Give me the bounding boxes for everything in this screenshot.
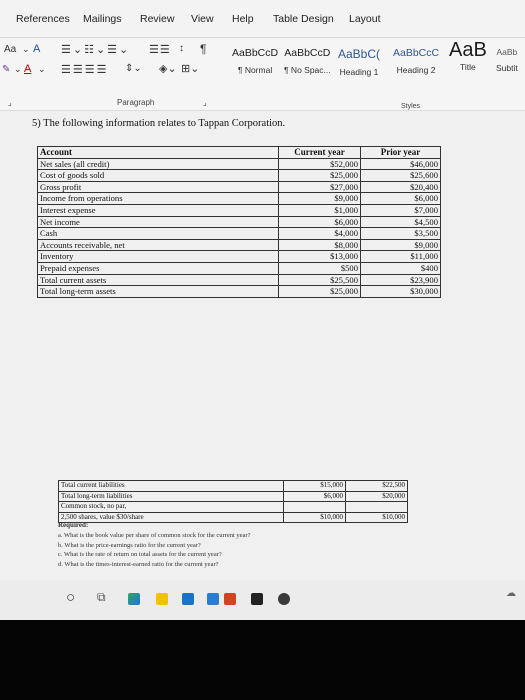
edge-icon[interactable] xyxy=(128,593,140,605)
table-row xyxy=(38,228,441,240)
account-cell: Cost of goods sold xyxy=(38,170,279,182)
chevron-down-icon[interactable]: ⌄ xyxy=(22,44,30,54)
styles-gallery xyxy=(228,39,525,93)
value-cell: $6,000 xyxy=(361,193,441,205)
value-cell: $9,000 xyxy=(279,193,361,205)
required-item-a: a. What is the book value per share of common stock for the current year? xyxy=(58,531,251,539)
table-row xyxy=(38,170,441,182)
weather-icon: ☁ xyxy=(506,588,516,599)
value-cell: $400 xyxy=(361,262,441,274)
style-title[interactable]: AaB Title xyxy=(449,39,487,72)
account-cell: Income from operations xyxy=(38,193,279,205)
tab-table-design[interactable]: Table Design xyxy=(273,13,334,25)
account-cell: Total current assets xyxy=(38,274,279,286)
value-cell: $25,500 xyxy=(279,274,361,286)
app-icon[interactable] xyxy=(278,593,290,605)
clear-formatting-icon[interactable]: A xyxy=(33,43,41,55)
column-header: Prior year xyxy=(361,147,441,159)
screen-bezel xyxy=(0,620,525,700)
table-row xyxy=(59,481,408,492)
value-cell: $25,000 xyxy=(279,170,361,182)
account-cell: Total long-term assets xyxy=(38,286,279,298)
required-item-b: b. What is the price-earnings ratio for the current year? xyxy=(58,541,201,549)
account-cell: Cash xyxy=(38,228,279,240)
tab-mailings[interactable]: Mailings xyxy=(83,13,122,25)
value-cell: $9,000 xyxy=(361,239,441,251)
styles-group-label: Styles xyxy=(401,103,421,110)
value-cell xyxy=(284,502,346,513)
value-cell: $3,500 xyxy=(361,228,441,240)
column-header: Account xyxy=(38,147,279,159)
style-no-spacing[interactable]: AaBbCcD ¶ No Spac... xyxy=(284,47,331,75)
value-cell: $15,000 xyxy=(284,481,346,492)
chevron-down-icon[interactable]: ⌄ xyxy=(38,64,46,74)
font-color-button[interactable]: A xyxy=(24,63,32,75)
tab-references[interactable]: References xyxy=(16,13,70,25)
dialog-launcher-icon[interactable]: ⌟ xyxy=(8,98,12,107)
table-body xyxy=(38,147,441,298)
table-row xyxy=(38,286,441,298)
table-row xyxy=(38,193,441,205)
value-cell: $10,000 xyxy=(284,512,346,523)
table-row xyxy=(38,262,441,274)
required-item-d: d. What is the times-interest-earned ratio for the current year? xyxy=(58,561,219,569)
style-normal[interactable]: AaBbCcD ¶ Normal xyxy=(232,47,279,75)
value-cell: $13,000 xyxy=(279,251,361,263)
folder-icon[interactable] xyxy=(156,593,168,605)
liabilities-table xyxy=(58,480,408,523)
value-cell: $27,000 xyxy=(279,181,361,193)
paragraph-group-label: Paragraph xyxy=(117,98,155,107)
value-cell: $11,000 xyxy=(361,251,441,263)
shading-icon[interactable]: ◈⌄ xyxy=(159,63,177,75)
ribbon-tab-bar xyxy=(0,0,525,38)
sort-icon[interactable]: ↕ xyxy=(179,43,184,54)
value-cell xyxy=(346,502,408,513)
required-heading: Required: xyxy=(58,521,89,529)
required-section xyxy=(58,521,250,570)
search-icon[interactable]: ○ xyxy=(66,589,76,606)
borders-icon[interactable]: ⊞⌄ xyxy=(181,63,200,75)
tab-review[interactable]: Review xyxy=(140,13,175,25)
question-text: 5) The following information relates to Tappan Corporation. xyxy=(32,118,286,129)
task-view-icon[interactable]: ⧉ xyxy=(97,590,106,604)
table-row xyxy=(38,239,441,251)
account-cell: Total long-term liabilities xyxy=(59,491,284,502)
value-cell: $20,000 xyxy=(346,491,408,502)
account-cell: Common stock, no par, xyxy=(59,502,284,513)
powerpoint-icon[interactable] xyxy=(224,593,236,605)
style-heading-2[interactable]: AaBbCcC Heading 2 xyxy=(393,47,440,75)
account-cell: Interest expense xyxy=(38,204,279,216)
tab-layout[interactable]: Layout xyxy=(349,13,381,25)
bullets-icon[interactable]: ☰⌄☷⌄☰⌄ xyxy=(61,44,131,56)
value-cell: $25,600 xyxy=(361,170,441,182)
value-cell: $25,000 xyxy=(279,286,361,298)
table-row xyxy=(38,204,441,216)
table-header-row xyxy=(38,147,441,159)
value-cell: $6,000 xyxy=(284,491,346,502)
table-row xyxy=(38,181,441,193)
change-case-button[interactable]: Aa xyxy=(4,44,17,55)
table-body xyxy=(59,481,408,523)
value-cell: $30,000 xyxy=(361,286,441,298)
value-cell: $20,400 xyxy=(361,181,441,193)
value-cell: $10,000 xyxy=(346,512,408,523)
table-row xyxy=(59,491,408,502)
table-row xyxy=(38,216,441,228)
account-cell: Net income xyxy=(38,216,279,228)
account-cell: Net sales (all credit) xyxy=(38,158,279,170)
store-icon[interactable] xyxy=(251,593,263,605)
table-row xyxy=(59,502,408,513)
style-subtitle[interactable]: AaBb Subtit xyxy=(496,47,518,73)
value-cell: $8,000 xyxy=(279,239,361,251)
line-spacing-icon[interactable]: ⇕⌄ xyxy=(125,63,142,74)
table-row xyxy=(38,274,441,286)
indent-icon[interactable]: ☰☰ xyxy=(149,44,171,56)
value-cell: $7,000 xyxy=(361,204,441,216)
value-cell: $52,000 xyxy=(279,158,361,170)
value-cell: $500 xyxy=(279,262,361,274)
pilcrow-icon[interactable]: ¶ xyxy=(200,42,207,56)
table-row xyxy=(38,158,441,170)
value-cell: $46,000 xyxy=(361,158,441,170)
account-cell: Gross profit xyxy=(38,181,279,193)
photos-icon[interactable] xyxy=(182,593,194,605)
highlight-icon[interactable]: ✎ xyxy=(2,64,11,75)
value-cell: $1,000 xyxy=(279,204,361,216)
word-icon[interactable] xyxy=(207,593,219,605)
value-cell: $22,500 xyxy=(346,481,408,492)
value-cell: $23,900 xyxy=(361,274,441,286)
account-cell: Accounts receivable, net xyxy=(38,239,279,251)
account-cell: 2,500 shares, value $30/share xyxy=(59,512,284,523)
align-icons[interactable]: ☰☰☰☰ xyxy=(61,64,109,76)
value-cell: $6,000 xyxy=(279,216,361,228)
account-cell: Prepaid expenses xyxy=(38,262,279,274)
tab-view[interactable]: View xyxy=(191,13,214,25)
financial-table xyxy=(37,146,441,298)
style-heading-1[interactable]: AaBbC( Heading 1 xyxy=(338,47,381,77)
account-cell: Total current liabilities xyxy=(59,481,284,492)
value-cell: $4,500 xyxy=(361,216,441,228)
value-cell: $4,000 xyxy=(279,228,361,240)
dialog-launcher-icon[interactable]: ⌟ xyxy=(203,98,207,107)
chevron-down-icon[interactable]: ⌄ xyxy=(14,64,22,74)
table-row xyxy=(38,251,441,263)
column-header: Current year xyxy=(279,147,361,159)
tab-help[interactable]: Help xyxy=(232,13,254,25)
required-item-c: c. What is the rate of return on total assets for the current year? xyxy=(58,551,222,559)
account-cell: Inventory xyxy=(38,251,279,263)
